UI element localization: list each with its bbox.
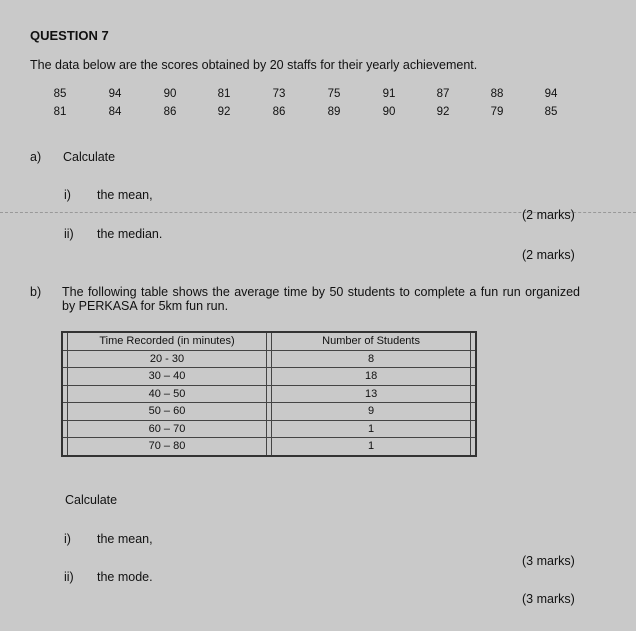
question-intro: The data below are the scores obtained by 20 staffs for their yearly achievement. <box>30 58 478 72</box>
question-title: QUESTION 7 <box>30 28 109 43</box>
table-spacer-cell <box>471 350 476 368</box>
table-row <box>62 385 476 403</box>
table-header-students: Number of Students <box>272 332 471 350</box>
part-b-text: The following table shows the average time by 50 students to complete a fun run organized by PERKASA for 5km fun run. <box>62 285 580 313</box>
score-cell: 81 <box>53 106 67 118</box>
part-b-item-2-number: ii) <box>64 570 74 584</box>
score-cell: 81 <box>217 88 231 100</box>
part-a-item-1-marks: (2 marks) <box>522 208 575 222</box>
score-cell: 88 <box>490 88 504 100</box>
table-cell-time: 20 - 30 <box>67 350 266 368</box>
part-a-label: a) <box>30 150 42 164</box>
table-cell-students: 13 <box>272 385 471 403</box>
part-b-label: b) <box>30 285 42 299</box>
part-b-item-1-marks: (3 marks) <box>522 554 575 568</box>
table-header-row <box>62 332 476 350</box>
score-cell: 94 <box>108 88 122 100</box>
table-cell-students: 9 <box>272 403 471 421</box>
part-b-calculate: Calculate <box>65 493 118 507</box>
table-cell-time: 50 – 60 <box>67 403 266 421</box>
table-header-time: Time Recorded (in minutes) <box>67 332 266 350</box>
table-row <box>62 438 476 456</box>
table-cell-students: 8 <box>272 350 471 368</box>
part-b-item-2-text: the mode. <box>97 570 153 584</box>
table-cell-time: 70 – 80 <box>67 438 266 456</box>
table-spacer-cell <box>471 332 476 350</box>
table-row <box>62 420 476 438</box>
part-a-calculate: Calculate <box>63 150 116 164</box>
score-cell: 86 <box>272 106 286 118</box>
table-spacer-cell <box>471 420 476 438</box>
table-row <box>62 403 476 421</box>
table-cell-students: 1 <box>272 438 471 456</box>
score-cell: 75 <box>327 88 341 100</box>
score-cell: 91 <box>382 88 396 100</box>
table-row <box>62 368 476 386</box>
table-cell-time: 40 – 50 <box>67 385 266 403</box>
table-row <box>62 350 476 368</box>
score-cell: 94 <box>544 88 558 100</box>
part-a-item-2-number: ii) <box>64 227 74 241</box>
fun-run-table <box>61 331 477 457</box>
table-cell-students: 18 <box>272 368 471 386</box>
table-cell-time: 30 – 40 <box>67 368 266 386</box>
part-b-item-1-text: the mean, <box>97 532 153 546</box>
score-cell: 73 <box>272 88 286 100</box>
score-cell: 92 <box>436 106 450 118</box>
score-cell: 92 <box>217 106 231 118</box>
table-spacer-cell <box>471 385 476 403</box>
table-cell-time: 60 – 70 <box>67 420 266 438</box>
part-a-item-2-marks: (2 marks) <box>522 248 575 262</box>
table-cell-students: 1 <box>272 420 471 438</box>
table-spacer-cell <box>471 368 476 386</box>
part-a-item-1-text: the mean, <box>97 188 153 202</box>
score-cell: 90 <box>163 88 177 100</box>
score-cell: 85 <box>53 88 67 100</box>
score-cell: 85 <box>544 106 558 118</box>
table-spacer-cell <box>471 403 476 421</box>
score-cell: 89 <box>327 106 341 118</box>
part-a-item-2-text: the median. <box>97 227 163 241</box>
table-spacer-cell <box>471 438 476 456</box>
score-cell: 79 <box>490 106 504 118</box>
part-b-item-1-number: i) <box>64 532 71 546</box>
score-cell: 87 <box>436 88 450 100</box>
part-b-item-2-marks: (3 marks) <box>522 592 575 606</box>
part-a-item-1-number: i) <box>64 188 71 202</box>
score-cell: 84 <box>108 106 122 118</box>
score-cell: 90 <box>382 106 396 118</box>
score-cell: 86 <box>163 106 177 118</box>
